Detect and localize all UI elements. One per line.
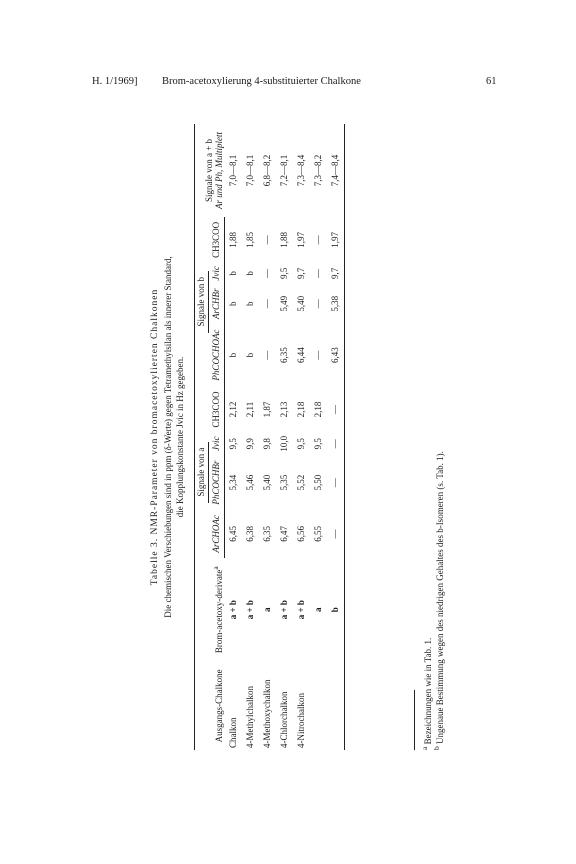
cell-b-phco: 6,43 [327,324,345,387]
cell-a-jvic: 9,9 [245,438,255,450]
cell-chalkone: 4-Nitrochalkon [296,693,306,748]
cell-ab: 7,0—8,1 [245,154,255,187]
cell-a-ch3: 2,12 [228,401,238,418]
col-header-derivate: Brom-acetoxy-derivate$^a$ [195,558,225,662]
cell-a-archo: 6,56 [296,526,306,542]
cell-a-jvic: 10,0 [279,435,289,452]
cell-b-archbr: b [245,301,255,307]
cell-b-phco: 6,35 [279,347,289,363]
cell-derivate: a + b [296,600,306,620]
footnote-a: $^a$ Bezeichnungen wie in Tab. 1. [420,637,433,750]
cell-a-phco: 5,40 [262,474,272,491]
table-row [293,124,310,750]
cell-b-ch3: 1,88 [228,232,238,248]
cell-a-ch3: 2,18 [313,401,323,418]
cell-derivate: a [262,607,272,612]
cell-a-ch3: 2,18 [296,401,306,418]
col-header-b-jvic: Jvic [210,263,225,284]
cell-ab: 7,0—8,1 [227,154,238,187]
cell-b-phco: — [313,350,323,360]
cell-a-jvic: — [327,432,345,455]
table-row [310,124,327,750]
cell-chalkone: 4-Methoxychalkon [262,679,272,748]
cell-ab: 7,2—8,1 [279,154,289,187]
cell-b-archbr: 5,49 [279,295,289,312]
footnote-rule [414,690,415,750]
cell-b-ch3: — [262,235,272,245]
cell-b-ch3: — [313,235,323,245]
col-header-signals-ab: Signale von a + b Ar und Ph, Multiplett [195,124,225,217]
cell-b-ch3: 1,97 [296,232,306,248]
cell-b-jvic: 9,7 [296,267,306,280]
cell-ab: 6,8—8,2 [262,154,272,187]
cell-a-archo: 6,38 [245,526,255,542]
cell-ab: 7,3—8,2 [313,154,323,187]
cell-derivate: a + b [227,600,238,620]
running-header [0,76,576,92]
table-caption-line-2: Die chemischen Verschiebungen sind in ppm (δ-Werte) gegen Tetramethylsilan als innerer Standard, [163,256,173,618]
col-header-b-ch3: CH3COO [210,217,225,263]
cell-chalkone [327,662,345,750]
group-header-a: Signale von a [195,387,211,558]
col-header-a-archo: ArCHOAc [210,510,225,558]
cell-b-jvic: b [228,271,238,276]
page-number: 61 [486,76,497,87]
table-caption-title: Tabelle 3. NMR-Parameter von bromacetoxylierten Chalkonen [150,288,160,586]
cell-a-phco: 5,52 [296,474,306,491]
cell-a-phco: — [327,455,345,510]
cell-b-jvic: — [262,268,272,278]
cell-b-phco: — [262,350,272,360]
cell-ab: 7,4—8,4 [327,124,345,217]
table-row [225,124,243,750]
cell-a-ch3: 2,13 [279,401,289,418]
cell-b-archbr: — [313,299,323,309]
cell-b-archbr: 5,40 [296,295,306,312]
cell-derivate: a [313,607,323,612]
cell-b-ch3: 1,88 [279,232,289,248]
cell-a-ch3: — [327,387,345,433]
cell-b-jvic: 9,5 [279,267,289,280]
cell-b-ch3: 1,97 [327,217,345,263]
cell-a-phco: 5,35 [279,474,289,491]
cell-a-jvic: 9,5 [296,438,306,450]
journal-issue: H. 1/1969] [92,76,138,87]
cell-derivate: a + b [279,600,289,620]
table-row [259,124,276,750]
col-header-b-archbr: ArCHBr [210,284,225,324]
cell-b-jvic: b [245,271,255,276]
rotated-table-block [150,112,490,762]
cell-derivate: b [327,558,345,662]
cell-a-archo: 6,55 [313,526,323,542]
cell-a-ch3: 1,87 [262,401,272,418]
col-header-chalkone: Ausgangs-Chalkone [195,662,225,750]
cell-derivate: a + b [245,600,255,620]
cell-b-archbr: b [228,301,238,307]
cell-a-phco: 5,46 [245,474,255,491]
cell-a-archo: — [327,510,345,558]
cell-ab: 7,3—8,4 [296,154,306,187]
cell-a-jvic: 9,5 [228,438,238,450]
table-caption-line-3: die Kopplungskonstante Jvic in Hz gegeben. [175,356,185,518]
cell-a-jvic: 9,5 [313,438,323,450]
cell-a-phco: 5,34 [228,474,238,491]
cell-b-phco: 6,44 [296,347,306,363]
cell-chalkone [310,662,327,750]
col-header-a-ch3: CH3COO [210,387,225,433]
footnote-b: $^b$ Ungenaue Bestimmung wegen des niedrigen Gehaltes des b-Isomeren (s. Tab. 1). [432,451,445,750]
col-header-b-phco: PhCOCHOAc [210,324,225,387]
cell-b-phco: b [228,352,238,358]
group-header-b: Signale von b [195,217,211,387]
cell-a-archo: 6,45 [228,526,238,542]
col-header-a-jvic: Jvic [210,432,225,455]
cell-b-archbr: 5,38 [327,284,345,324]
running-title: Brom-acetoxylierung 4-substituierter Chalkone [162,76,361,87]
table-row [327,124,345,750]
cell-a-ch3: 2,11 [245,401,255,418]
table-row [242,124,259,750]
cell-b-jvic: — [313,268,323,278]
cell-b-phco: b [245,352,255,358]
cell-a-phco: 5,50 [313,474,323,491]
cell-a-archo: 6,47 [279,526,289,542]
table-row [276,124,293,750]
cell-a-archo: 6,35 [262,526,272,542]
cell-b-jvic: 9,7 [327,263,345,284]
cell-chalkone: Chalkon [227,717,238,748]
nmr-table [194,124,345,750]
cell-b-archbr: — [262,299,272,309]
cell-b-ch3: 1,85 [245,232,255,248]
cell-chalkone: 4-Chlorchalkon [279,691,289,748]
cell-chalkone: 4-Methylchalkon [245,686,255,748]
cell-a-jvic: 9,8 [262,438,272,450]
col-header-a-phco: PhCOCHBr [210,455,225,510]
